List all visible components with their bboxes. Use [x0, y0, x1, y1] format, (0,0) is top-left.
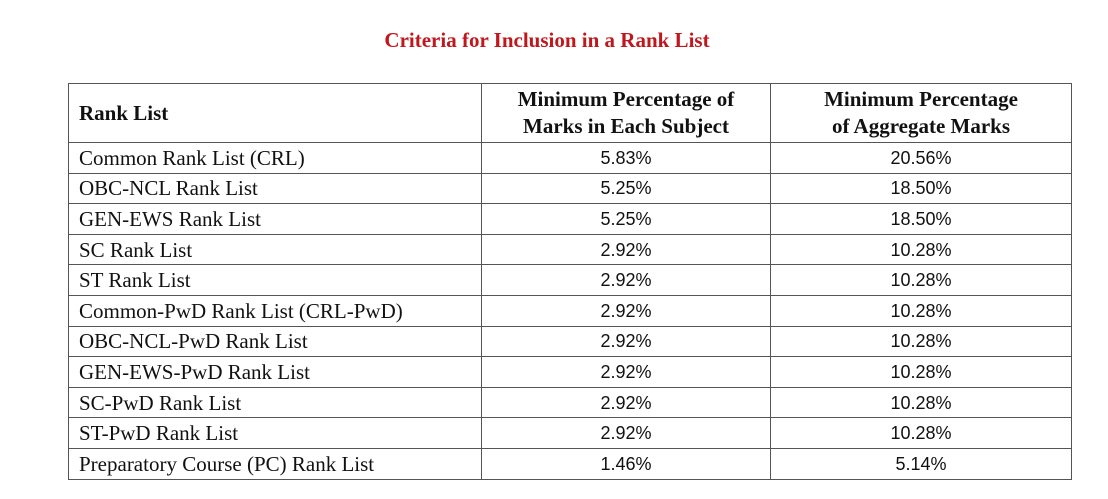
header-min-aggregate [771, 84, 1072, 143]
header-min-subject [482, 84, 771, 143]
header-min-aggregate-line2: of Aggregate Marks [831, 114, 1011, 138]
min-subject-value: 5.25% [482, 173, 771, 204]
min-subject-value: 2.92% [482, 387, 771, 418]
table-row [69, 326, 1072, 357]
min-subject-value: 2.92% [482, 234, 771, 265]
page-title: Criteria for Inclusion in a Rank List [384, 28, 710, 52]
rank-list-name: ST-PwD Rank List [69, 418, 482, 449]
min-aggregate-value: 10.28% [771, 387, 1072, 418]
rank-list-name: Preparatory Course (PC) Rank List [69, 448, 482, 479]
min-aggregate-value: 10.28% [771, 265, 1072, 296]
min-subject-value: 2.92% [482, 326, 771, 357]
table-row [69, 173, 1072, 204]
min-aggregate-value: 10.28% [771, 295, 1072, 326]
min-subject-value: 1.46% [482, 448, 771, 479]
header-min-aggregate-line1: Minimum Percentage [824, 87, 1018, 111]
header-rank-list: Rank List [69, 84, 482, 143]
min-subject-value: 2.92% [482, 418, 771, 449]
header-min-subject-line1: Minimum Percentage of [517, 87, 735, 111]
table-row [69, 448, 1072, 479]
min-aggregate-value: 18.50% [771, 204, 1072, 235]
min-subject-value: 2.92% [482, 357, 771, 388]
min-aggregate-value: 10.28% [771, 357, 1072, 388]
table-row [69, 387, 1072, 418]
header-min-subject-line2: Marks in Each Subject [523, 114, 729, 138]
rank-list-name: GEN-EWS Rank List [69, 204, 482, 235]
rank-list-name: Common Rank List (CRL) [69, 143, 482, 174]
table-row [69, 143, 1072, 174]
rank-list-name: SC Rank List [69, 234, 482, 265]
table-row [69, 234, 1072, 265]
min-aggregate-value: 20.56% [771, 143, 1072, 174]
rank-list-name: Common-PwD Rank List (CRL-PwD) [69, 295, 482, 326]
min-subject-value: 5.83% [482, 143, 771, 174]
rank-list-name: GEN-EWS-PwD Rank List [69, 357, 482, 388]
table-row [69, 204, 1072, 235]
min-subject-value: 5.25% [482, 204, 771, 235]
min-aggregate-value: 18.50% [771, 173, 1072, 204]
min-subject-value: 2.92% [482, 265, 771, 296]
min-aggregate-value: 10.28% [771, 234, 1072, 265]
min-aggregate-value: 5.14% [771, 448, 1072, 479]
table-row [69, 418, 1072, 449]
min-aggregate-value: 10.28% [771, 326, 1072, 357]
rank-list-name: OBC-NCL Rank List [69, 173, 482, 204]
table-row [69, 265, 1072, 296]
table-header-row [69, 84, 1072, 143]
min-subject-value: 2.92% [482, 295, 771, 326]
table-row [69, 295, 1072, 326]
table-row [69, 357, 1072, 388]
min-aggregate-value: 10.28% [771, 418, 1072, 449]
rank-list-name: SC-PwD Rank List [69, 387, 482, 418]
criteria-table [68, 83, 1072, 480]
rank-list-name: OBC-NCL-PwD Rank List [69, 326, 482, 357]
rank-list-name: ST Rank List [69, 265, 482, 296]
